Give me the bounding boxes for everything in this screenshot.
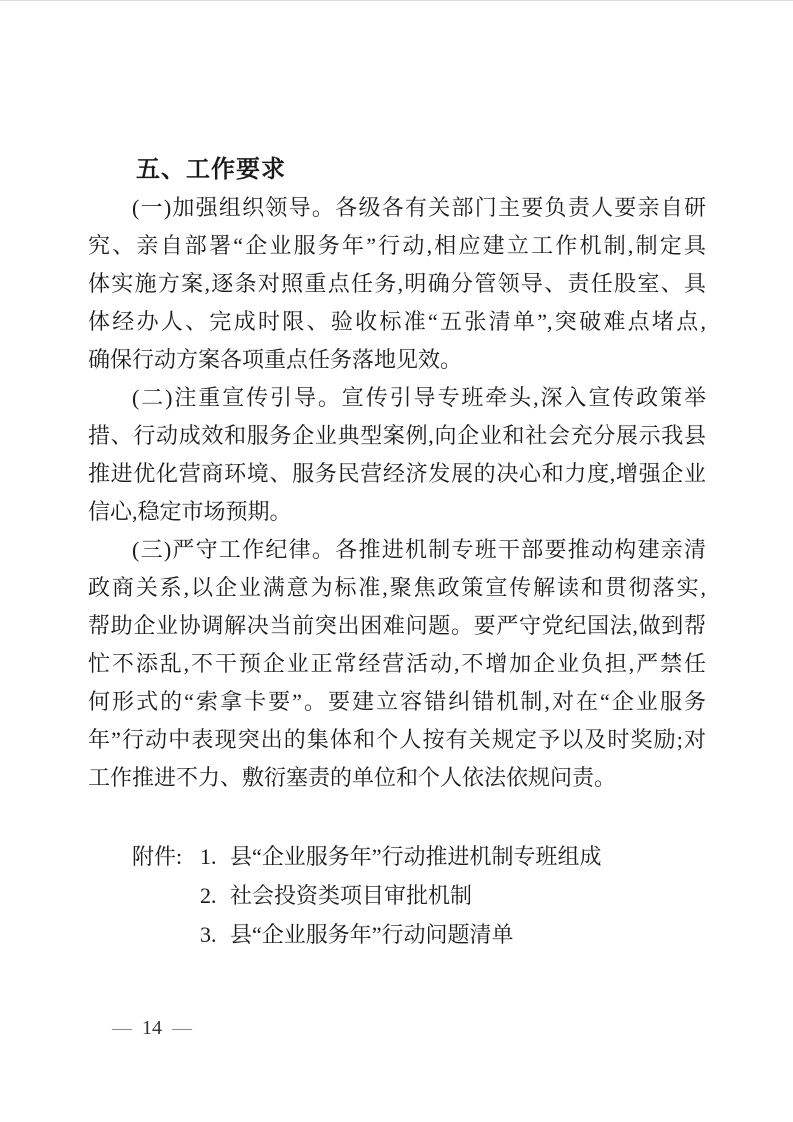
- page-number-dash-left: —: [112, 1017, 132, 1039]
- paragraph-2: [88, 379, 706, 531]
- attachment-number: 1.: [200, 844, 217, 869]
- attachment-title: 社会投资类项目审批机制: [230, 883, 473, 908]
- section-heading: 五、工作要求: [136, 156, 286, 183]
- paragraph-line: (一)加强组织领导。各级各有关部门主要负责人要亲自研: [132, 195, 706, 220]
- paragraph-line: 忙不添乱,不干预企业正常经营活动,不增加企业负担,严禁任: [88, 651, 706, 676]
- paragraph-line: (三)严守工作纪律。各推进机制专班干部要推动构建亲清: [132, 537, 706, 562]
- paragraph-3: [88, 531, 706, 797]
- paragraph-line: 体经办人、完成时限、验收标准“五张清单”,突破难点堵点,: [88, 309, 706, 334]
- paragraph-line: 何形式的“索拿卡要”。要建立容错纠错机制,对在“企业服务: [88, 689, 706, 714]
- paragraph-line: 信心,稳定市场预期。: [88, 499, 292, 524]
- paragraph-1: [88, 189, 706, 379]
- page-number-value: 14: [142, 1017, 162, 1039]
- attachment-item: [132, 915, 706, 954]
- paragraph-line: (二)注重宣传引导。宣传引导专班牵头,深入宣传政策举: [132, 385, 706, 410]
- page-number-dash-right: —: [172, 1017, 192, 1039]
- paragraph-line: 体实施方案,逐条对照重点任务,明确分管领导、责任股室、具: [88, 271, 706, 296]
- attachment-item: [132, 837, 706, 876]
- attachments-label: 附件:: [132, 844, 183, 869]
- paragraph-line: 确保行动方案各项重点任务落地见效。: [88, 347, 463, 372]
- attachment-number: 2.: [200, 883, 217, 908]
- attachment-number: 3.: [200, 922, 217, 947]
- attachment-title: 县“企业服务年”行动推进机制专班组成: [230, 844, 602, 869]
- attachment-item: [132, 876, 706, 915]
- paragraph-line: 年”行动中表现突出的集体和个人按有关规定予以及时奖励;对: [88, 727, 706, 752]
- document-body: [88, 151, 706, 954]
- paragraph-line: 究、亲自部署“企业服务年”行动,相应建立工作机制,制定具: [88, 233, 706, 258]
- paragraph-line: 推进优化营商环境、服务民营经济发展的决心和力度,增强企业: [88, 461, 706, 486]
- paragraph-line: 帮助企业协调解决当前突出困难问题。要严守党纪国法,做到帮: [88, 613, 706, 638]
- paragraph-line: 措、行动成效和服务企业典型案例,向企业和社会充分展示我县: [88, 423, 706, 448]
- attachments-block: [88, 837, 706, 954]
- page-number: [112, 1014, 192, 1042]
- paragraph-line: 政商关系,以企业满意为标准,聚焦政策宣传解读和贯彻落实,: [88, 575, 706, 600]
- attachments-label-spacer: [132, 915, 200, 954]
- paragraph-line: 工作推进不力、敷衍塞责的单位和个人依法依规问责。: [88, 765, 617, 790]
- attachment-title: 县“企业服务年”行动问题清单: [230, 922, 514, 947]
- attachments-label-spacer: [132, 876, 200, 915]
